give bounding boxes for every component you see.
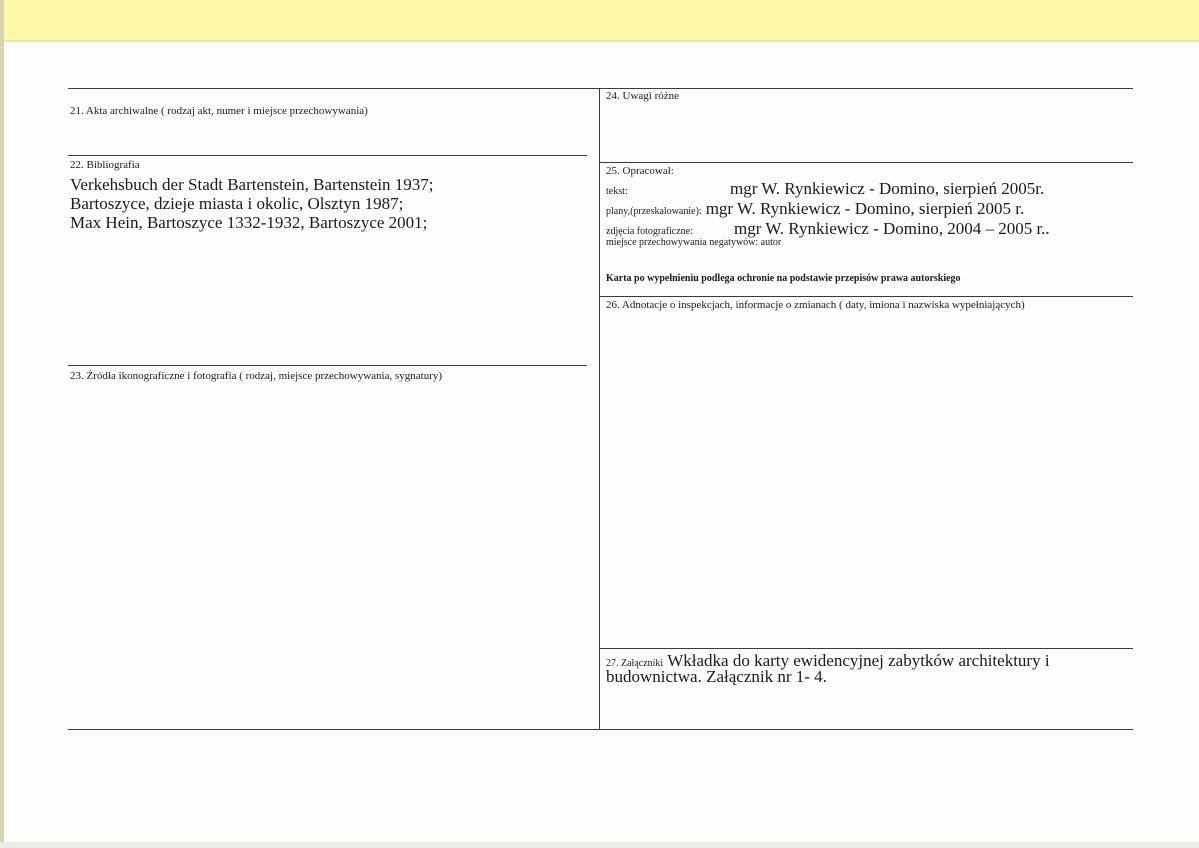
column-divider	[599, 88, 600, 729]
attachments-value: Wkładka do karty ewidencyjnej zabytków architektury i	[667, 651, 1050, 670]
photos-author-value: mgr W. Rynkiewicz - Domino, 2004 – 2005 r..	[734, 219, 1050, 238]
top-rule	[68, 88, 1133, 89]
author-plans-row	[606, 199, 1024, 219]
scan-bottom-edge	[0, 842, 1199, 848]
rule-22-23	[68, 365, 587, 366]
attachments-value-cont: budownictwa. Załącznik nr 1- 4.	[606, 667, 827, 686]
rule-21-22	[68, 155, 587, 156]
photos-author-label: zdjęcia fotograficzne:	[606, 226, 693, 237]
scan-left-edge	[0, 0, 4, 848]
bottom-rule	[68, 729, 1133, 730]
field-21-label: 21. Akta archiwalne ( rodzaj akt, numer i miejsce przechowywania)	[70, 105, 368, 117]
yellow-header-band	[0, 0, 1199, 40]
field-27-label: 27. Załączniki	[606, 658, 664, 669]
rule-25-26	[600, 296, 1133, 297]
rule-26-27	[600, 648, 1133, 649]
author-text-row	[606, 179, 1044, 199]
negatives-location: miejsce przechowywania negatywów: autor	[606, 237, 782, 248]
copyright-notice: Karta po wypełnieniu podlega ochronie na podstawie przepisów prawa autorskiego	[606, 273, 961, 284]
author-photos-row	[606, 219, 1050, 239]
plans-author-value: mgr W. Rynkiewicz - Domino, sierpień 2005 r.	[705, 199, 1025, 218]
text-author-value: mgr W. Rynkiewicz - Domino, sierpień 2005r.	[730, 179, 1045, 198]
bibliography-entry: Verkehsbuch der Stadt Bartenstein, Bartenstein 1937;	[70, 175, 434, 194]
field-25-label: 25. Opracował:	[606, 165, 674, 177]
text-author-label: tekst:	[606, 186, 628, 197]
rule-24-25	[600, 162, 1133, 163]
field-26-label: 26. Adnotacje o inspekcjach, informacje o zmianach ( daty, imiona i nazwiska wypełniających)	[606, 299, 1025, 311]
bibliography-entry: Bartoszyce, dzieje miasta i okolic, Olsztyn 1987;	[70, 194, 404, 213]
field-23-label: 23. Źródła ikonograficzne i fotografia ( rodzaj, miejsce przechowywania, sygnatury)	[70, 370, 443, 382]
field-24-label: 24. Uwagi różne	[606, 90, 680, 102]
bibliography-entry: Max Hein, Bartoszyce 1332-1932, Bartoszyce 2001;	[70, 213, 428, 232]
header-band-edge	[0, 40, 1199, 42]
plans-author-label: plany,(przeskalowanie):	[606, 206, 702, 217]
field-22-label: 22. Bibliografia	[70, 159, 140, 171]
